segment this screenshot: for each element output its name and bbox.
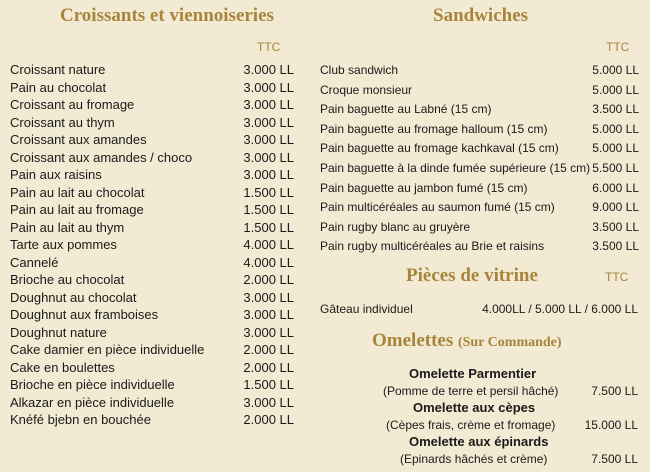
omelette-desc: (Epinards hâchés et crème) (400, 452, 548, 466)
croissants-item (10, 289, 294, 307)
vitrine-item-name: Gâteau individuel (320, 302, 413, 316)
item-price: 3.000 LL (243, 289, 294, 305)
item-price: 1.500 LL (243, 377, 294, 392)
omelette-price: 15.000 LL (584, 418, 638, 432)
omelette-price: 7.500 LL (591, 384, 638, 398)
omelettes-title: Omelettes (372, 330, 454, 351)
item-name: Pain au lait au thym (10, 219, 125, 235)
sandwiches-item (320, 61, 639, 81)
item-name: Cannelé (10, 254, 59, 270)
sandwiches-item (320, 81, 639, 101)
omelette-title: Omelette aux épinards (409, 434, 549, 449)
croissants-heading: Croissants et viennoiseries (60, 5, 274, 26)
item-name: Pain baguette au Labné (15 cm) (320, 102, 492, 117)
sandwiches-item (320, 218, 639, 238)
item-price: 5.000 LL (592, 141, 639, 156)
croissants-item (10, 306, 294, 324)
item-name: Pain baguette au fromage kachkaval (15 cm) (320, 141, 559, 156)
item-price: 3.000 LL (243, 62, 294, 77)
item-price: 1.500 LL (243, 184, 294, 200)
croissants-item (10, 376, 294, 394)
sandwiches-list (320, 61, 639, 257)
croissants-item (10, 219, 294, 237)
item-name: Pain aux raisins (10, 167, 102, 182)
vitrine-ttc-label: TTC (605, 270, 629, 284)
item-name: Pain au chocolat (10, 79, 107, 95)
sandwiches-item (320, 179, 639, 199)
item-name: Pain au lait au fromage (10, 202, 144, 217)
sandwiches-item (320, 159, 639, 179)
item-name: Alkazar en pièce individuelle (10, 394, 175, 410)
item-price: 3.000 LL (243, 114, 294, 130)
croissants-item (10, 324, 294, 342)
item-price: 3.000 LL (243, 324, 294, 340)
item-name: Brioche au chocolat (10, 272, 125, 287)
item-price: 3.000 LL (243, 167, 294, 182)
item-name: Pain baguette au jambon fumé (15 cm) (320, 180, 528, 195)
item-name: Knéfé bjebn en bouchée (10, 412, 151, 427)
croissants-list (10, 61, 294, 429)
item-price: 2.000 LL (243, 359, 294, 375)
item-price: 5.000 LL (592, 121, 639, 136)
item-name: Club sandwich (320, 63, 399, 77)
croissants-item (10, 254, 294, 272)
item-name: Doughnut aux framboises (10, 307, 159, 322)
item-price: 2.000 LL (243, 342, 294, 357)
croissants-item (10, 271, 294, 289)
item-name: Croque monsieur (320, 82, 413, 97)
item-price: 3.500 LL (592, 219, 639, 234)
croissants-item (10, 79, 294, 97)
item-price: 5.000 LL (592, 63, 639, 77)
omelettes-heading (372, 330, 562, 352)
croissants-item (10, 359, 294, 377)
croissants-item (10, 184, 294, 202)
item-name: Doughnut au chocolat (10, 289, 137, 305)
item-price: 3.500 LL (592, 239, 639, 254)
croissants-item (10, 149, 294, 167)
item-price: 5.500 LL (592, 160, 639, 175)
item-name: Cake damier en pièce individuelle (10, 342, 205, 357)
croissants-item (10, 341, 294, 359)
item-price: 3.000 LL (243, 97, 294, 112)
croissants-item (10, 131, 294, 149)
item-name: Croissant aux amandes / choco (10, 149, 193, 165)
item-price: 3.000 LL (243, 79, 294, 95)
vitrine-item-price: 4.000LL / 5.000 LL / 6.000 LL (482, 302, 638, 316)
omelette-title: Omelette Parmentier (409, 366, 537, 381)
omelette-title: Omelette aux cèpes (413, 400, 536, 415)
sandwiches-ttc-label: TTC (606, 40, 630, 54)
item-price: 3.000 LL (243, 307, 294, 322)
sandwiches-item (320, 198, 639, 218)
item-price: 3.000 LL (243, 132, 294, 147)
item-price: 9.000 LL (592, 200, 639, 215)
omelettes-subtitle: (Sur Commande) (457, 335, 562, 350)
omelette-price: 7.500 LL (591, 452, 638, 466)
item-name: Brioche en pièce individuelle (10, 377, 175, 392)
item-price: 4.000 LL (243, 237, 294, 252)
sandwiches-item (320, 139, 639, 159)
croissants-ttc-label: TTC (257, 40, 281, 54)
item-price: 5.000 LL (592, 82, 639, 97)
item-name: Croissant nature (10, 62, 106, 77)
croissants-item (10, 236, 294, 254)
item-name: Doughnut nature (10, 324, 107, 340)
croissants-item (10, 96, 294, 114)
vitrine-heading: Pièces de vitrine (406, 265, 538, 286)
item-name: Croissant au thym (10, 114, 115, 130)
item-price: 1.500 LL (243, 219, 294, 235)
item-name: Pain rugby multicéréales au Brie et raisins (320, 239, 545, 254)
item-price: 1.500 LL (243, 202, 294, 217)
croissants-item (10, 166, 294, 184)
croissants-item (10, 394, 294, 412)
croissants-item (10, 201, 294, 219)
omelette-desc: (Cèpes frais, crème et fromage) (386, 418, 556, 432)
item-name: Croissant aux amandes (10, 132, 147, 147)
item-name: Pain baguette à la dinde fumée supérieure (15 cm) (320, 160, 591, 175)
item-name: Cake en boulettes (10, 359, 115, 375)
item-price: 3.000 LL (243, 149, 294, 165)
sandwiches-heading: Sandwiches (433, 5, 529, 26)
sandwiches-item (320, 120, 639, 140)
item-name: Pain rugby blanc au gruyère (320, 219, 471, 234)
item-name: Pain au lait au chocolat (10, 184, 145, 200)
item-name: Pain multicéréales au saumon fumé (15 cm) (320, 200, 555, 215)
croissants-item (10, 61, 294, 79)
croissants-item (10, 411, 294, 429)
omelette-desc: (Pomme de terre et persil hâché) (383, 384, 559, 398)
item-price: 4.000 LL (243, 254, 294, 270)
item-price: 3.000 LL (243, 394, 294, 410)
item-name: Pain baguette au fromage halloum (15 cm) (320, 121, 548, 136)
item-price: 2.000 LL (243, 412, 294, 427)
item-price: 6.000 LL (592, 180, 639, 195)
sandwiches-item (320, 237, 639, 257)
item-name: Tarte aux pommes (10, 237, 117, 252)
item-price: 2.000 LL (243, 272, 294, 287)
item-price: 3.500 LL (592, 102, 639, 117)
sandwiches-item (320, 100, 639, 120)
croissants-item (10, 114, 294, 132)
item-name: Croissant au fromage (10, 97, 135, 112)
